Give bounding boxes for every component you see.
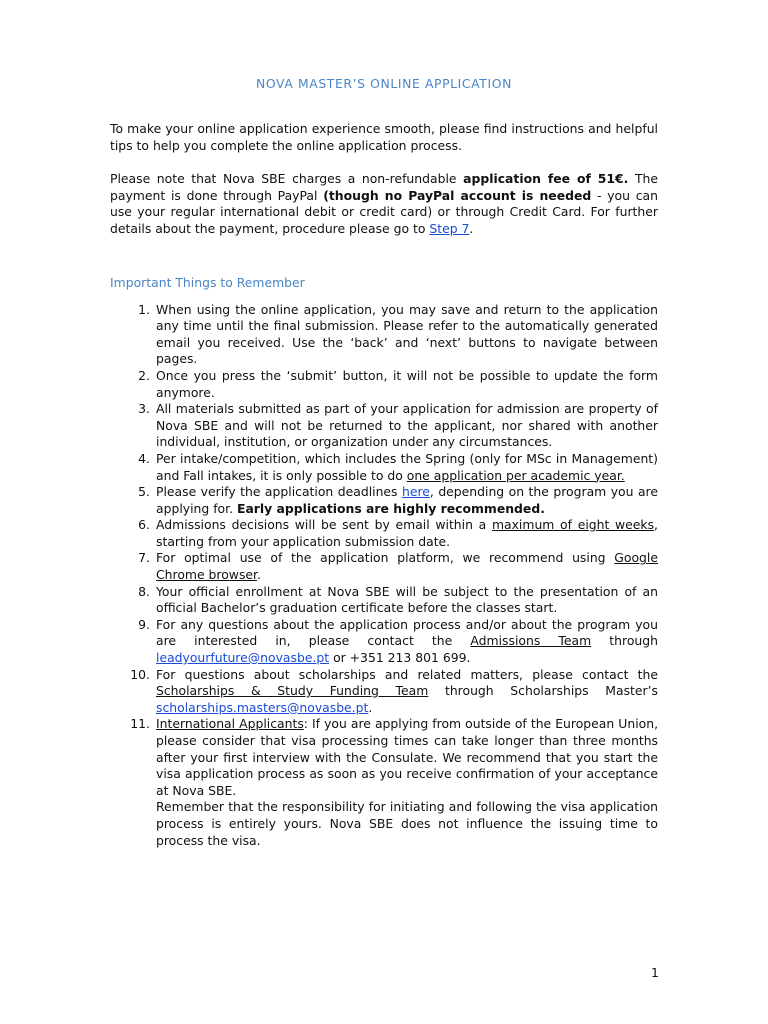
list-item xyxy=(110,302,658,368)
list-text: For optimal use of the application platform, we recommend using xyxy=(156,550,615,566)
list-item xyxy=(110,716,658,849)
list-text: Per intake/competition, which includes the Spring (only for MSc in Management) and Fall intakes, it is only possible to do xyxy=(156,450,658,483)
page-number: 1 xyxy=(651,965,659,980)
list-text: Please verify the application deadlines xyxy=(156,484,402,500)
section-title: Important Things to Remember xyxy=(110,274,305,290)
step-7-link[interactable]: Step 7 xyxy=(429,220,470,236)
fee-text-4: . xyxy=(469,220,474,236)
list-number: 6. xyxy=(138,517,150,533)
list-text: Your official enrollment at Nova SBE will be subject to the presentation of an official Bachelor’s graduation certificate before the classes start. xyxy=(156,583,658,616)
international-applicants: International Applicants xyxy=(156,716,304,732)
list-text: Remember that the responsibility for initiating and following the visa application process is entirely yours. Nova SBE does not influence the issuing time to process the visa. xyxy=(156,799,658,848)
list-text: : If you are applying from outside of the European Union, please consider that visa processing times can take longer than three months after your first interview with the Consulate. We recommend that you start the visa application process as soon as you receive confirmation of your acceptance at Nova SBE. xyxy=(156,716,659,798)
list-text: For questions about scholarships and related matters, please contact the xyxy=(156,666,658,682)
list-number: 2. xyxy=(138,367,150,383)
list-text: Once you press the ‘submit’ button, it will not be possible to update the form anymore. xyxy=(156,367,658,400)
list-text: All materials submitted as part of your application for admission are property of Nova SBE and will not be returned to the applicant, nor shared with another individual, institution, or organization under any circumstances. xyxy=(156,401,658,450)
list-number: 11. xyxy=(130,716,150,732)
list-number: 5. xyxy=(138,484,150,500)
list-text: or +351 213 801 699. xyxy=(329,650,471,666)
fee-paragraph xyxy=(110,171,658,237)
fee-text-2: The payment is done through PayPal xyxy=(110,171,658,203)
list-item xyxy=(110,584,658,617)
fee-text-3: - you can use your regular international debit or credit card) or through Credit Card. For further details about the payment, procedure please go to xyxy=(110,187,658,236)
one-application-note: one application per academic year. xyxy=(406,467,625,483)
early-applications-note: Early applications are highly recommended. xyxy=(236,500,545,516)
paypal-note: (though no PayPal account is needed xyxy=(323,187,592,203)
list-number: 8. xyxy=(138,583,150,599)
list-number: 4. xyxy=(138,450,150,466)
list-text: . xyxy=(368,699,373,715)
intro-paragraph: To make your online application experience smooth, please find instructions and helpful tips to help you complete the online application process. xyxy=(110,121,658,153)
list-text: through xyxy=(591,633,658,649)
fee-amount: application fee of 51€. xyxy=(463,171,629,187)
fee-text-1: Please note that Nova SBE charges a non-refundable xyxy=(110,171,464,187)
list-item xyxy=(110,368,658,401)
list-text: For any questions about the application process and/or about the program you are interested in, please contact the xyxy=(156,616,658,649)
admissions-team: Admissions Team xyxy=(470,633,592,649)
deadlines-link[interactable]: here xyxy=(401,484,430,500)
list-text: Admissions decisions will be sent by email within a xyxy=(156,517,492,533)
list-text: . xyxy=(256,567,261,583)
list-number: 7. xyxy=(138,550,150,566)
document-page xyxy=(110,76,658,849)
reminders-list xyxy=(110,302,658,850)
list-text: through Scholarships Master’s xyxy=(428,683,658,699)
list-item xyxy=(110,484,658,517)
scholarships-team: Scholarships & Study Funding Team xyxy=(156,683,429,699)
list-item xyxy=(110,401,658,451)
list-item xyxy=(110,517,658,550)
list-text: , starting from your application submission date. xyxy=(156,517,658,549)
list-item xyxy=(110,451,658,484)
scholarships-email-link[interactable]: scholarships.masters@novasbe.pt xyxy=(156,699,369,715)
list-number: 9. xyxy=(138,616,150,632)
list-item xyxy=(110,667,658,717)
list-number: 10. xyxy=(130,666,150,682)
list-text: , depending on the program you are applying for. xyxy=(156,484,658,516)
list-number: 3. xyxy=(138,401,150,417)
list-item xyxy=(110,617,658,667)
chrome-note: Google Chrome browser xyxy=(156,550,658,583)
admissions-email-link[interactable]: leadyourfuture@novasbe.pt xyxy=(156,650,330,666)
list-number: 1. xyxy=(138,301,150,317)
list-item xyxy=(110,550,658,583)
document-title: NOVA MASTER’S ONLINE APPLICATION xyxy=(256,76,512,91)
eight-weeks-note: maximum of eight weeks xyxy=(491,517,655,533)
list-text: When using the online application, you may save and return to the application any time until the final submission. Please refer to the automatically generated email you received. Use the ‘back’ and ‘next’ buttons to navigate between pages. xyxy=(156,301,658,367)
